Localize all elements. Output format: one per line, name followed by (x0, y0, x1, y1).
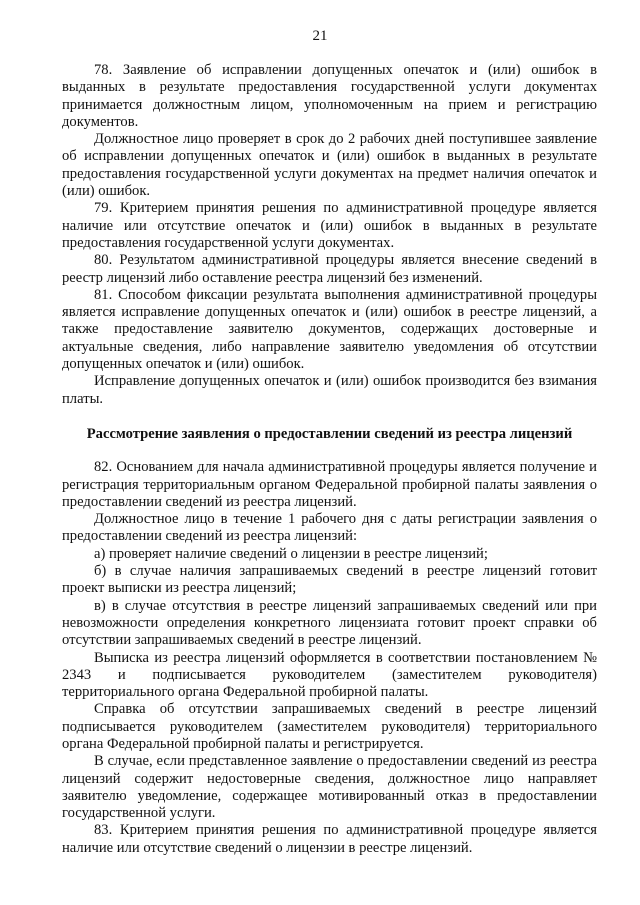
document-body (62, 62, 597, 857)
paragraph-82-officer-duties: Должностное лицо в течение 1 рабочего дня с даты регистрации заявления о предоставлении сведений из реестра лицензий: (62, 511, 597, 545)
page-number: 21 (312, 28, 328, 44)
list-item-b: б) в случае наличия запрашиваемых сведений в реестре лицензий готовит проект выписки из реестра лицензий; (62, 563, 597, 597)
paragraph-79: 79. Критерием принятия решения по административной процедуре является наличие или отсутствие опечаток и (или) ошибок в выданных в результате предоставления государственной услуги документах. (62, 200, 597, 251)
paragraph-82: 82. Основанием для начала административной процедуры является получение и регистрация территориальным органом Федеральной пробирной палаты заявления о предоставлении сведений из реестра лицензий. (62, 459, 597, 510)
paragraph-81: 81. Способом фиксации результата выполнения административной процедуры является исправление допущенных опечаток и (или) ошибок в реестре лицензий, а также предоставление заявителю документов, содержащих достоверные и актуальные сведения, либо направление заявителю уведомления об отсутствии допущенных опечаток и (или) ошибок. (62, 286, 597, 373)
paragraph-80: 80. Результатом административной процедуры является внесение сведений в реестр лицензий либо оставление реестра лицензий без изменений. (62, 252, 597, 286)
list-item-c: в) в случае отсутствия в реестре лицензий запрашиваемых сведений или при невозможности определения конкретного лицензиата готовит проект справки об отсутствии запрашиваемых сведений в реестре лицензий. (62, 597, 597, 649)
list-item-a: а) проверяет наличие сведений о лицензии в реестре лицензий; (94, 545, 488, 562)
paragraph-refusal: В случае, если представленное заявление о предоставлении сведений из реестра лицензий содержит недостоверные сведения, должностное лицо направляет заявителю уведомление, содержащее мотивированный отказ в предоставлении государственной услуги. (62, 753, 597, 822)
paragraph-78: 78. Заявление об исправлении допущенных опечаток и (или) ошибок в выданных в результате предоставления государственной услуги документах принимается должностным лицом, уполномоченным на прием и регистрацию документов. (62, 62, 597, 130)
paragraph-certificate: Справка об отсутствии запрашиваемых сведений в реестре лицензий подписывается руководителем (заместителем руководителя) территориального органа Федеральной пробирной палаты и регистрируется. (62, 701, 597, 752)
paragraph-extract: Выписка из реестра лицензий оформляется в соответствии постановлением № 2343 и подписывается руководителем (заместителем руководителя) территориального органа Федеральной пробирной палаты. (62, 649, 597, 701)
paragraph-83: 83. Критерием принятия решения по административной процедуре является наличие или отсутствие сведений о лицензии в реестре лицензий. (62, 822, 597, 856)
section-heading: Рассмотрение заявления о предоставлении сведений из реестра лицензий (86, 425, 573, 442)
paragraph-78-officer-check: Должностное лицо проверяет в срок до 2 рабочих дней поступившее заявление об исправлении допущенных опечаток и (или) ошибок в выданных в результате предоставления государственной услуги документах на предмет наличия опечаток и (или) ошибок. (62, 131, 597, 200)
paragraph-81-free-of-charge: Исправление допущенных опечаток и (или) ошибок производится без взимания платы. (62, 373, 597, 407)
